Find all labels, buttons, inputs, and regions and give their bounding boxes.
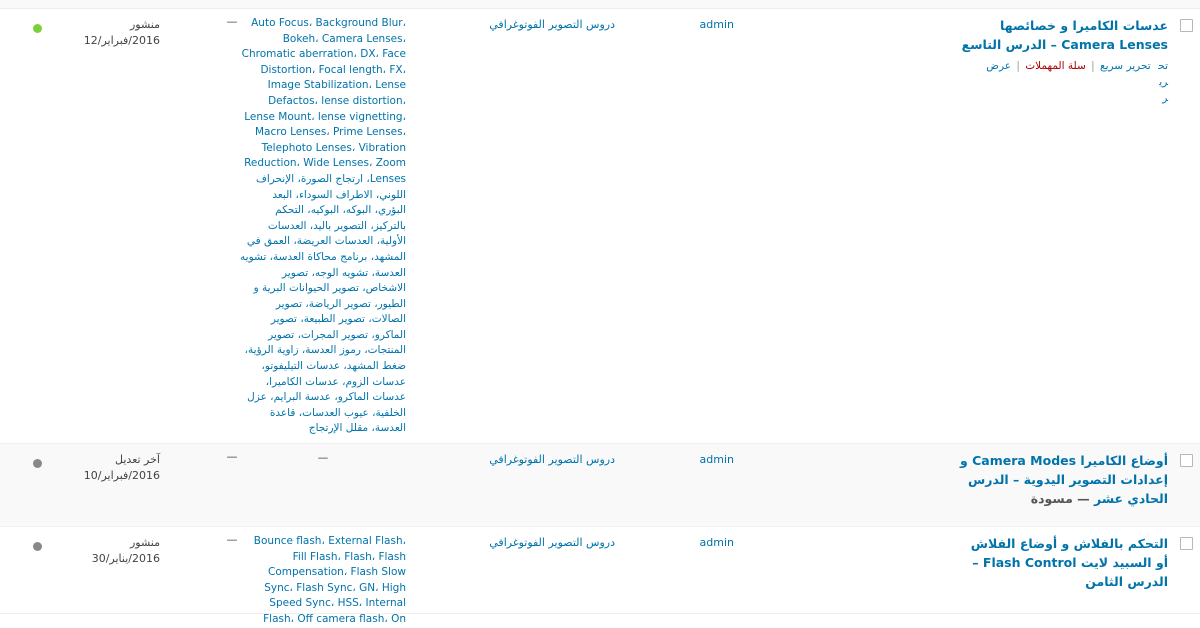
date-status-label: منشور xyxy=(129,536,160,549)
post-state-label: — مسودة xyxy=(1030,491,1090,506)
author-link[interactable]: admin xyxy=(699,536,734,549)
status-dot-icon xyxy=(33,24,42,33)
tags-list: — xyxy=(317,452,329,464)
comments-count: — xyxy=(226,533,238,546)
tags-list[interactable]: Bounce flash، External Flash، Fill Flash، Flash، Flash Compensation، Flash Slow Sync، Flash Sync، GN، High Speed Sync، HSS، Internal Flash، Off camera flash، On xyxy=(253,535,406,625)
table-row xyxy=(0,444,1200,527)
comments-count: — xyxy=(226,450,238,463)
trash-link[interactable]: سلة المهملات xyxy=(1025,60,1086,72)
date-value: 2016/فبراير/12 xyxy=(83,34,160,47)
date-value: 2016/فبراير/10 xyxy=(83,469,160,482)
action-separator: | xyxy=(1091,60,1095,72)
table-row xyxy=(0,527,1200,625)
quick-edit-link[interactable]: تحرير سريع xyxy=(1100,60,1151,72)
date-status-label: منشور xyxy=(129,18,160,31)
top-band xyxy=(0,0,1200,9)
tags-list[interactable]: Auto Focus، Background Blur، Bokeh، Camera Lenses، Chromatic aberration، DX، Face Distortion، Focal length، FX، Image Stabilization، Lense Defactos، lense distortion، Lense Mount، lense vignetting، Macro Lenses، Prime Lenses، Telephoto Lenses، Vibration Reduction، Wide Lenses، Zoom Lenses، ارتجاج الصورة، الإنحراف اللوني، الاطراف السوداء، البعد البؤري، البوكه، البوكيه، التحكم بالتركيز، التصوير باليد، العدسات الأولية، العدسات العريضة، العمق في المشهد، برنامج محاكاة العدسة، تشويه العدسة، تشويه الوجه، تصوير الاشخاص، تصوير الحيوانات البرية و الطيور، تصوير الرياضة، تصوير الصالات، تصوير الطبيعة، تصوير الماكرو، تصوير المجرات، تصوير المنتجات، رموز العدسة، زاوية الرؤية، ضغط المشهد، عدسات التيليفوتو، عدسات الزوم، عدسات الكاميرا، عدسات الماكرو، عدسة البرايم، عزل الخلفية، عيوب العدسات، قاعدة العدسة، مقلل الإرتجاج xyxy=(240,17,406,435)
category-link[interactable]: دروس التصوير الفوتوغرافي xyxy=(489,536,615,549)
date-status-label: آخر تعديل xyxy=(115,453,160,466)
title-cell xyxy=(958,451,1168,508)
table-row xyxy=(0,9,1200,444)
row-actions xyxy=(958,58,1168,106)
category-link[interactable]: دروس التصوير الفوتوغرافي xyxy=(489,18,615,31)
action-separator: | xyxy=(1016,60,1020,72)
comments-count: — xyxy=(226,15,238,28)
row-checkbox[interactable] xyxy=(1180,19,1193,32)
title-cell xyxy=(958,16,1168,106)
date-cell xyxy=(50,17,160,49)
status-dot-icon xyxy=(33,459,42,468)
post-title-link[interactable]: عدسات الكاميرا و خصائصها Camera Lenses – الدرس التاسع xyxy=(961,18,1168,52)
date-cell xyxy=(50,452,160,484)
view-link[interactable]: عرض xyxy=(986,60,1012,72)
author-link[interactable]: admin xyxy=(699,18,734,31)
post-title-text: أوضاع الكاميرا Camera Modes و إعدادات التصوير اليدوية – الدرس الحادي عشر xyxy=(959,453,1168,506)
date-value: 2016/يناير/30 xyxy=(91,552,160,565)
title-cell xyxy=(958,534,1168,591)
post-title-link[interactable] xyxy=(958,451,1168,508)
row-checkbox[interactable] xyxy=(1180,454,1193,467)
category-link[interactable]: دروس التصوير الفوتوغرافي xyxy=(489,453,615,466)
row-checkbox[interactable] xyxy=(1180,537,1193,550)
edit-link[interactable]: تحرير xyxy=(1158,60,1168,104)
status-dot-icon xyxy=(33,542,42,551)
post-title-link[interactable]: التحكم بالفلاش و أوضاع الفلاش أو السبيد لايت Flash Control – الدرس الثامن xyxy=(970,536,1168,589)
author-link[interactable]: admin xyxy=(699,453,734,466)
date-cell xyxy=(50,535,160,567)
